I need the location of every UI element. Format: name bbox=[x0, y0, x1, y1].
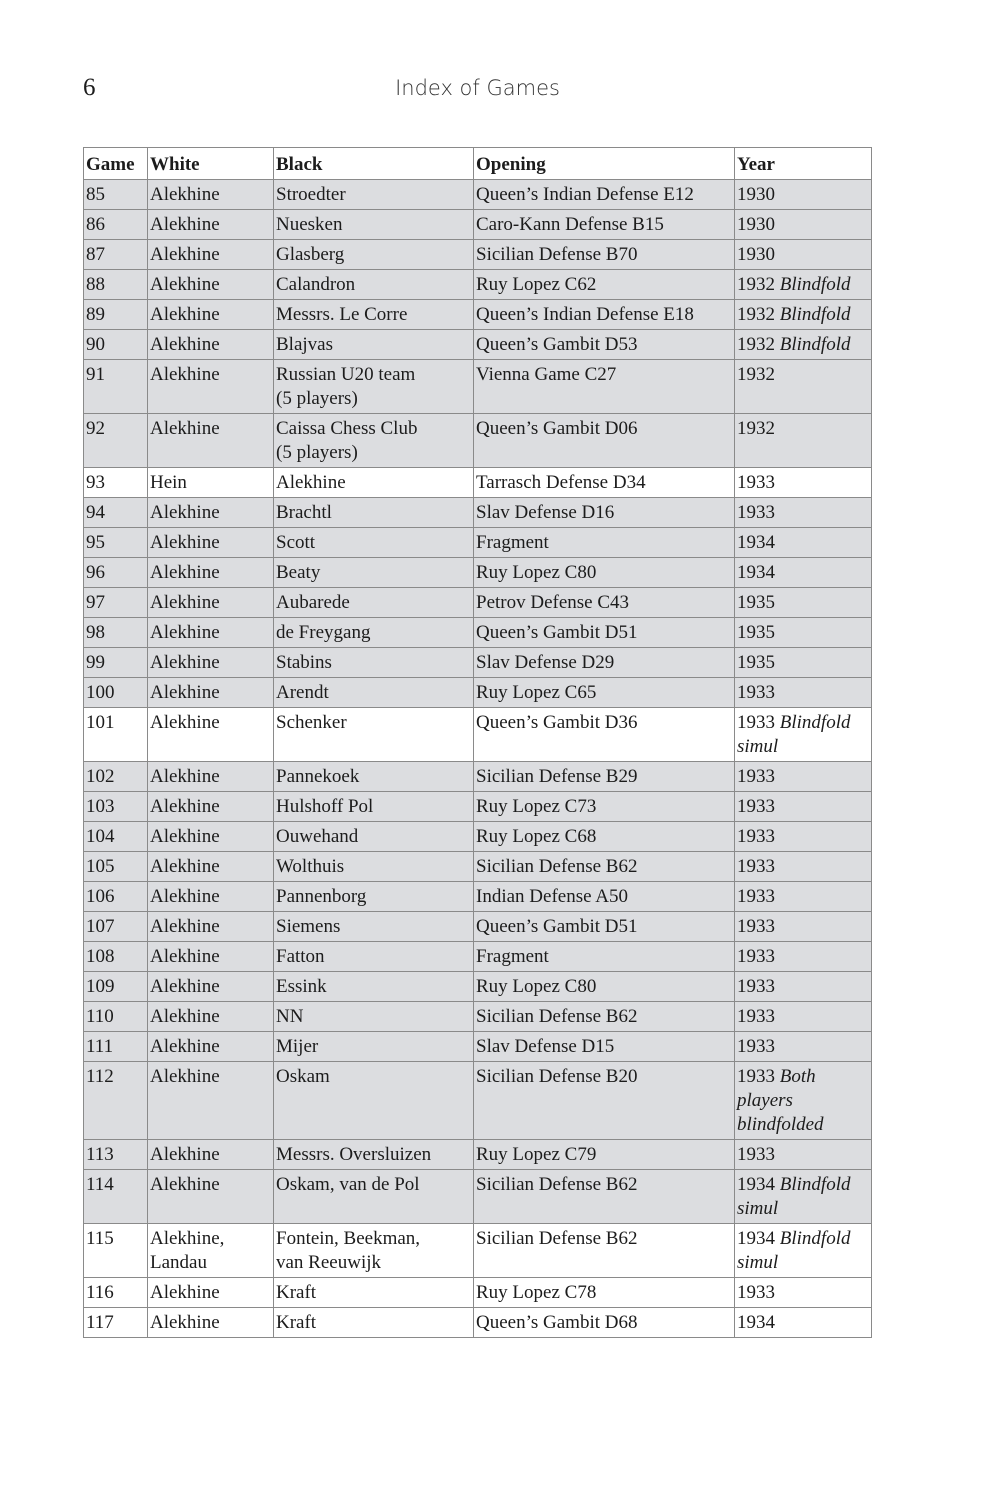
white-cell: Alekhine bbox=[148, 1278, 274, 1308]
white-cell: Alekhine bbox=[148, 498, 274, 528]
game-cell: 91 bbox=[84, 360, 148, 414]
opening-cell: Indian Defense A50 bbox=[474, 882, 735, 912]
opening-cell: Sicilian Defense B62 bbox=[474, 1224, 735, 1278]
opening-cell: Queen’s Gambit D36 bbox=[474, 708, 735, 762]
year-cell bbox=[735, 762, 872, 792]
black-cell: Glasberg bbox=[274, 240, 474, 270]
black-cell: Alekhine bbox=[274, 468, 474, 498]
game-cell: 113 bbox=[84, 1140, 148, 1170]
black-cell: Essink bbox=[274, 972, 474, 1002]
year-value: 1933 bbox=[737, 1282, 775, 1303]
white-cell: Alekhine bbox=[148, 1308, 274, 1338]
year-note: Both players blindfolded bbox=[737, 1066, 824, 1135]
table-row bbox=[84, 300, 872, 330]
white-cell: Alekhine bbox=[148, 1002, 274, 1032]
game-cell: 116 bbox=[84, 1278, 148, 1308]
opening-cell: Sicilian Defense B20 bbox=[474, 1062, 735, 1140]
table-row bbox=[84, 972, 872, 1002]
year-cell bbox=[735, 792, 872, 822]
white-cell: Alekhine bbox=[148, 1032, 274, 1062]
year-value: 1933 bbox=[737, 856, 775, 877]
year-cell bbox=[735, 1278, 872, 1308]
year-value: 1934 bbox=[737, 532, 775, 553]
game-cell: 88 bbox=[84, 270, 148, 300]
header-game: Game bbox=[84, 148, 148, 180]
white-cell: Alekhine bbox=[148, 588, 274, 618]
page-number: 6 bbox=[83, 74, 96, 101]
opening-cell: Caro-Kann Defense B15 bbox=[474, 210, 735, 240]
opening-cell: Queen’s Gambit D53 bbox=[474, 330, 735, 360]
opening-cell: Sicilian Defense B62 bbox=[474, 1170, 735, 1224]
year-value: 1935 bbox=[737, 592, 775, 613]
game-cell: 110 bbox=[84, 1002, 148, 1032]
table-row bbox=[84, 762, 872, 792]
table-row bbox=[84, 330, 872, 360]
table-row bbox=[84, 210, 872, 240]
opening-cell: Petrov Defense C43 bbox=[474, 588, 735, 618]
opening-cell: Queen’s Gambit D51 bbox=[474, 912, 735, 942]
white-cell: Alekhine bbox=[148, 360, 274, 414]
year-cell bbox=[735, 300, 872, 330]
game-cell: 90 bbox=[84, 330, 148, 360]
black-cell: Blajvas bbox=[274, 330, 474, 360]
black-cell: Stroedter bbox=[274, 180, 474, 210]
year-value: 1933 bbox=[737, 1006, 775, 1027]
table-row bbox=[84, 822, 872, 852]
game-cell: 117 bbox=[84, 1308, 148, 1338]
year-cell bbox=[735, 414, 872, 468]
table-row bbox=[84, 528, 872, 558]
year-value: 1930 bbox=[737, 184, 775, 205]
year-value: 1933 bbox=[737, 796, 775, 817]
game-cell: 92 bbox=[84, 414, 148, 468]
table-row bbox=[84, 648, 872, 678]
year-cell bbox=[735, 558, 872, 588]
white-cell: Alekhine bbox=[148, 1140, 274, 1170]
running-head: Index of Games bbox=[395, 76, 560, 100]
black-cell: Hulshoff Pol bbox=[274, 792, 474, 822]
year-cell bbox=[735, 270, 872, 300]
white-cell: Alekhine bbox=[148, 270, 274, 300]
opening-cell: Ruy Lopez C62 bbox=[474, 270, 735, 300]
white-cell: Alekhine bbox=[148, 240, 274, 270]
year-cell bbox=[735, 1062, 872, 1140]
opening-cell: Fragment bbox=[474, 942, 735, 972]
white-cell: Alekhine bbox=[148, 792, 274, 822]
opening-cell: Ruy Lopez C79 bbox=[474, 1140, 735, 1170]
year-value: 1933 bbox=[737, 916, 775, 937]
year-cell bbox=[735, 528, 872, 558]
year-note: Blindfold bbox=[779, 334, 851, 355]
game-cell: 108 bbox=[84, 942, 148, 972]
year-value: 1933 bbox=[737, 976, 775, 997]
year-note: Blindfold bbox=[779, 304, 851, 325]
table-row bbox=[84, 1308, 872, 1338]
white-cell: Alekhine bbox=[148, 528, 274, 558]
table-row bbox=[84, 912, 872, 942]
black-cell: Siemens bbox=[274, 912, 474, 942]
white-cell: Alekhine bbox=[148, 822, 274, 852]
opening-cell: Vienna Game C27 bbox=[474, 360, 735, 414]
header-black: Black bbox=[274, 148, 474, 180]
opening-cell: Queen’s Gambit D51 bbox=[474, 618, 735, 648]
year-value: 1933 bbox=[737, 826, 775, 847]
opening-cell: Queen’s Indian Defense E18 bbox=[474, 300, 735, 330]
white-cell: Alekhine, Landau bbox=[148, 1224, 274, 1278]
year-value: 1933 bbox=[737, 886, 775, 907]
table-row bbox=[84, 270, 872, 300]
black-cell: Kraft bbox=[274, 1278, 474, 1308]
year-cell bbox=[735, 1308, 872, 1338]
opening-cell: Queen’s Gambit D68 bbox=[474, 1308, 735, 1338]
year-value: 1933 bbox=[737, 712, 775, 733]
table-row bbox=[84, 1002, 872, 1032]
year-cell bbox=[735, 852, 872, 882]
year-value: 1934 bbox=[737, 1174, 775, 1195]
black-cell: Mijer bbox=[274, 1032, 474, 1062]
games-index-table bbox=[83, 147, 872, 1338]
table-header-row bbox=[84, 148, 872, 180]
year-cell bbox=[735, 1032, 872, 1062]
opening-cell: Ruy Lopez C68 bbox=[474, 822, 735, 852]
year-value: 1933 bbox=[737, 946, 775, 967]
table-row bbox=[84, 558, 872, 588]
table-row bbox=[84, 792, 872, 822]
year-cell bbox=[735, 618, 872, 648]
game-cell: 93 bbox=[84, 468, 148, 498]
game-cell: 101 bbox=[84, 708, 148, 762]
opening-cell: Fragment bbox=[474, 528, 735, 558]
year-value: 1933 bbox=[737, 502, 775, 523]
table-row bbox=[84, 360, 872, 414]
year-cell bbox=[735, 1224, 872, 1278]
year-cell bbox=[735, 588, 872, 618]
game-cell: 105 bbox=[84, 852, 148, 882]
table-row bbox=[84, 678, 872, 708]
table-row bbox=[84, 708, 872, 762]
year-value: 1935 bbox=[737, 652, 775, 673]
opening-cell: Sicilian Defense B62 bbox=[474, 852, 735, 882]
year-cell bbox=[735, 360, 872, 414]
black-cell: Messrs. Le Corre bbox=[274, 300, 474, 330]
table-row bbox=[84, 1032, 872, 1062]
header-white: White bbox=[148, 148, 274, 180]
game-cell: 95 bbox=[84, 528, 148, 558]
table-row bbox=[84, 1140, 872, 1170]
game-cell: 103 bbox=[84, 792, 148, 822]
year-value: 1932 bbox=[737, 364, 775, 385]
game-cell: 111 bbox=[84, 1032, 148, 1062]
table-row bbox=[84, 588, 872, 618]
year-cell bbox=[735, 180, 872, 210]
opening-cell: Slav Defense D16 bbox=[474, 498, 735, 528]
black-cell: Messrs. Oversluizen bbox=[274, 1140, 474, 1170]
year-value: 1933 bbox=[737, 1036, 775, 1057]
table-row bbox=[84, 240, 872, 270]
game-cell: 107 bbox=[84, 912, 148, 942]
opening-cell: Ruy Lopez C80 bbox=[474, 972, 735, 1002]
game-cell: 106 bbox=[84, 882, 148, 912]
black-cell: Aubarede bbox=[274, 588, 474, 618]
year-cell bbox=[735, 882, 872, 912]
year-value: 1935 bbox=[737, 622, 775, 643]
year-cell bbox=[735, 678, 872, 708]
header-year: Year bbox=[735, 148, 872, 180]
opening-cell: Sicilian Defense B62 bbox=[474, 1002, 735, 1032]
year-cell bbox=[735, 1140, 872, 1170]
game-cell: 86 bbox=[84, 210, 148, 240]
year-note: Blindfold simul bbox=[737, 1228, 851, 1273]
year-note: Blindfold simul bbox=[737, 712, 851, 757]
opening-cell: Ruy Lopez C65 bbox=[474, 678, 735, 708]
black-cell: Fatton bbox=[274, 942, 474, 972]
table-row bbox=[84, 468, 872, 498]
black-cell: Stabins bbox=[274, 648, 474, 678]
table-row bbox=[84, 618, 872, 648]
black-cell: Pannenborg bbox=[274, 882, 474, 912]
game-cell: 100 bbox=[84, 678, 148, 708]
black-cell: Russian U20 team (5 players) bbox=[274, 360, 474, 414]
year-value: 1934 bbox=[737, 1312, 775, 1333]
game-cell: 89 bbox=[84, 300, 148, 330]
year-cell bbox=[735, 468, 872, 498]
black-cell: Kraft bbox=[274, 1308, 474, 1338]
year-cell bbox=[735, 708, 872, 762]
game-cell: 114 bbox=[84, 1170, 148, 1224]
year-cell bbox=[735, 240, 872, 270]
black-cell: Pannekoek bbox=[274, 762, 474, 792]
year-value: 1932 bbox=[737, 334, 775, 355]
year-value: 1933 bbox=[737, 1066, 775, 1087]
white-cell: Alekhine bbox=[148, 882, 274, 912]
table-row bbox=[84, 1062, 872, 1140]
black-cell: Schenker bbox=[274, 708, 474, 762]
table-row bbox=[84, 1170, 872, 1224]
year-value: 1933 bbox=[737, 472, 775, 493]
opening-cell: Ruy Lopez C78 bbox=[474, 1278, 735, 1308]
table-row bbox=[84, 942, 872, 972]
white-cell: Alekhine bbox=[148, 300, 274, 330]
opening-cell: Queen’s Indian Defense E12 bbox=[474, 180, 735, 210]
white-cell: Alekhine bbox=[148, 1170, 274, 1224]
white-cell: Alekhine bbox=[148, 912, 274, 942]
black-cell: Brachtl bbox=[274, 498, 474, 528]
opening-cell: Ruy Lopez C73 bbox=[474, 792, 735, 822]
year-value: 1933 bbox=[737, 1144, 775, 1165]
game-cell: 112 bbox=[84, 1062, 148, 1140]
year-note: Blindfold bbox=[779, 274, 851, 295]
white-cell: Alekhine bbox=[148, 1062, 274, 1140]
year-value: 1932 bbox=[737, 418, 775, 439]
white-cell: Alekhine bbox=[148, 648, 274, 678]
opening-cell: Ruy Lopez C80 bbox=[474, 558, 735, 588]
white-cell: Alekhine bbox=[148, 708, 274, 762]
opening-cell: Tarrasch Defense D34 bbox=[474, 468, 735, 498]
game-cell: 109 bbox=[84, 972, 148, 1002]
table-row bbox=[84, 852, 872, 882]
year-cell bbox=[735, 498, 872, 528]
white-cell: Alekhine bbox=[148, 210, 274, 240]
year-value: 1930 bbox=[737, 244, 775, 265]
year-cell bbox=[735, 648, 872, 678]
year-cell bbox=[735, 912, 872, 942]
year-value: 1934 bbox=[737, 1228, 775, 1249]
game-cell: 87 bbox=[84, 240, 148, 270]
year-cell bbox=[735, 210, 872, 240]
year-value: 1932 bbox=[737, 274, 775, 295]
white-cell: Alekhine bbox=[148, 180, 274, 210]
game-cell: 98 bbox=[84, 618, 148, 648]
black-cell: Nuesken bbox=[274, 210, 474, 240]
table-row bbox=[84, 882, 872, 912]
black-cell: Scott bbox=[274, 528, 474, 558]
year-value: 1934 bbox=[737, 562, 775, 583]
year-note: Blindfold simul bbox=[737, 1174, 851, 1219]
white-cell: Hein bbox=[148, 468, 274, 498]
year-value: 1933 bbox=[737, 682, 775, 703]
year-value: 1930 bbox=[737, 214, 775, 235]
opening-cell: Sicilian Defense B29 bbox=[474, 762, 735, 792]
table-row bbox=[84, 414, 872, 468]
year-cell bbox=[735, 822, 872, 852]
table-row bbox=[84, 498, 872, 528]
white-cell: Alekhine bbox=[148, 618, 274, 648]
year-value: 1933 bbox=[737, 766, 775, 787]
header-opening: Opening bbox=[474, 148, 735, 180]
white-cell: Alekhine bbox=[148, 972, 274, 1002]
table-row bbox=[84, 1224, 872, 1278]
year-value: 1932 bbox=[737, 304, 775, 325]
black-cell: Oskam bbox=[274, 1062, 474, 1140]
white-cell: Alekhine bbox=[148, 762, 274, 792]
black-cell: Arendt bbox=[274, 678, 474, 708]
white-cell: Alekhine bbox=[148, 414, 274, 468]
black-cell: de Freygang bbox=[274, 618, 474, 648]
white-cell: Alekhine bbox=[148, 852, 274, 882]
game-cell: 94 bbox=[84, 498, 148, 528]
game-cell: 99 bbox=[84, 648, 148, 678]
game-cell: 85 bbox=[84, 180, 148, 210]
year-cell bbox=[735, 330, 872, 360]
black-cell: Calandron bbox=[274, 270, 474, 300]
game-cell: 96 bbox=[84, 558, 148, 588]
black-cell: Fontein, Beekman, van Reeuwijk bbox=[274, 1224, 474, 1278]
year-cell bbox=[735, 972, 872, 1002]
table-row bbox=[84, 180, 872, 210]
black-cell: Wolthuis bbox=[274, 852, 474, 882]
table-row bbox=[84, 1278, 872, 1308]
black-cell: Ouwehand bbox=[274, 822, 474, 852]
game-cell: 102 bbox=[84, 762, 148, 792]
opening-cell: Queen’s Gambit D06 bbox=[474, 414, 735, 468]
black-cell: Beaty bbox=[274, 558, 474, 588]
game-cell: 115 bbox=[84, 1224, 148, 1278]
year-cell bbox=[735, 942, 872, 972]
game-cell: 104 bbox=[84, 822, 148, 852]
white-cell: Alekhine bbox=[148, 558, 274, 588]
black-cell: Oskam, van de Pol bbox=[274, 1170, 474, 1224]
black-cell: Caissa Chess Club (5 players) bbox=[274, 414, 474, 468]
opening-cell: Slav Defense D29 bbox=[474, 648, 735, 678]
black-cell: NN bbox=[274, 1002, 474, 1032]
opening-cell: Slav Defense D15 bbox=[474, 1032, 735, 1062]
white-cell: Alekhine bbox=[148, 678, 274, 708]
year-cell bbox=[735, 1002, 872, 1032]
opening-cell: Sicilian Defense B70 bbox=[474, 240, 735, 270]
game-cell: 97 bbox=[84, 588, 148, 618]
white-cell: Alekhine bbox=[148, 330, 274, 360]
year-cell bbox=[735, 1170, 872, 1224]
white-cell: Alekhine bbox=[148, 942, 274, 972]
